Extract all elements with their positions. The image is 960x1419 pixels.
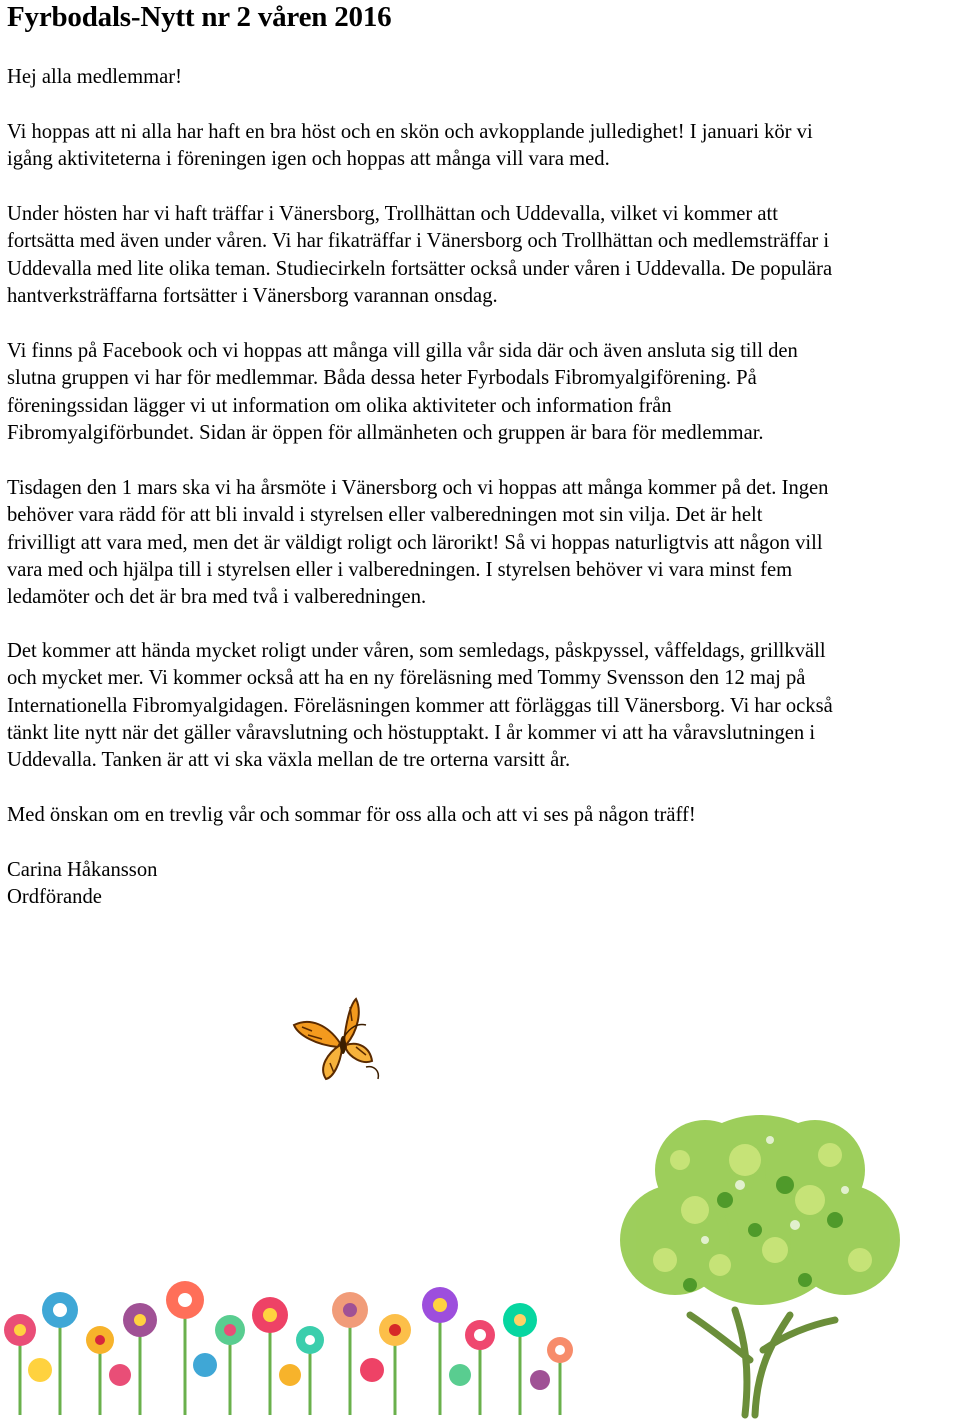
paragraph-line: behöver vara rädd för att bli invald i styrelsen eller valberedningen mot sin vilja. Det är helt [7,504,763,527]
greeting [7,64,957,91]
paragraph-facebook [7,338,957,447]
paragraph-line: Vi finns på Facebook och vi hoppas att många vill gilla vår sida där och även ansluta sig till den [7,340,798,362]
paragraph-line: vara med och hjälpa till i styrelsen eller i valberedningen. I styrelsen behöver vi vara minst fem [7,558,793,581]
paragraph-line: Fibromyalgiförbundet. Sidan är öppen för allmänheten och gruppen är bara för medlemmar. [7,421,764,444]
paragraph-line: ledamöter och det är bra med två i valberedningen. [7,586,427,609]
paragraph-line: frivilligt att vara med, men det är väldigt roligt och lärorikt! Så vi hoppas naturligtvis att någon vill [7,531,823,554]
butterfly-illustration [288,995,388,1087]
paragraph-line: och mycket mer. Vi kommer också att ha en ny föreläsning med Tommy Svensson den 12 maj på [7,667,806,690]
closing-wish [7,802,957,829]
paragraph-intro [7,119,957,174]
newsletter-title: Fyrbodals-Nytt nr 2 våren 2016 [7,1,392,33]
paragraph-line: Det kommer att hända mycket roligt under våren, som semledags, påskpyssel, våffeldags, grillkväll [7,640,826,662]
paragraph-line: Under hösten har vi haft träffar i Vänersborg, Trollhättan och Uddevalla, vilket vi kommer att [7,203,778,225]
closing-text: Med önskan om en trevlig vår och sommar för oss alla och att vi ses på någon träff! [7,804,696,826]
paragraph-line: Internationella Fibromyalgidagen. Föreläsningen kommer att förläggas till Vänersborg. Vi har också [7,694,833,717]
paragraph-line: Tisdagen den 1 mars ska vi ha årsmöte i Vänersborg och vi hoppas att många kommer på det. Ingen [7,477,829,499]
paragraph-line: Uddevalla. Tanken är att vi ska växla mellan de tre orterna varsitt år. [7,749,571,772]
paragraph-line: Uddevalla med lite olika teman. Studiecirkeln fortsätter också under våren i Uddevalla. De populära [7,257,833,280]
paragraph-meetings [7,201,957,310]
paragraph-line: tänkt lite nytt när det gäller våravslutning och höstupptakt. I år kommer vi att ha våravslutningen i [7,721,816,744]
paragraph-spring-events [7,638,957,774]
paragraph-line: slutna gruppen vi har för medlemmar. Båda dessa heter Fyrbodals Fibromyalgiförening. På [7,367,757,390]
paragraph-line: föreningssidan lägger vi ut information om olika aktiviteter och information från [7,394,672,417]
green-tree-illustration [595,1100,925,1415]
signature-name: Carina Håkansson [7,859,158,881]
paragraph-line: hantverksträffarna fortsätter i Vänersborg varannan onsdag. [7,284,498,307]
signature-block [7,857,957,912]
paragraph-line: fortsätta med även under våren. Vi har fikaträffar i Vänersborg och Trollhättan och medlemsträffar i [7,230,830,253]
greeting-text: Hej alla medlemmar! [7,66,182,88]
paragraph-annual-meeting [7,475,957,611]
flower-border-illustration [0,1270,590,1415]
paragraph-line: Vi hoppas att ni alla har haft en bra höst och en skön och avkopplande julledighet! I januari kör vi [7,121,813,143]
signature-role: Ordförande [7,886,102,909]
paragraph-line: igång aktiviteterna i föreningen igen och hoppas att många vill vara med. [7,148,610,171]
